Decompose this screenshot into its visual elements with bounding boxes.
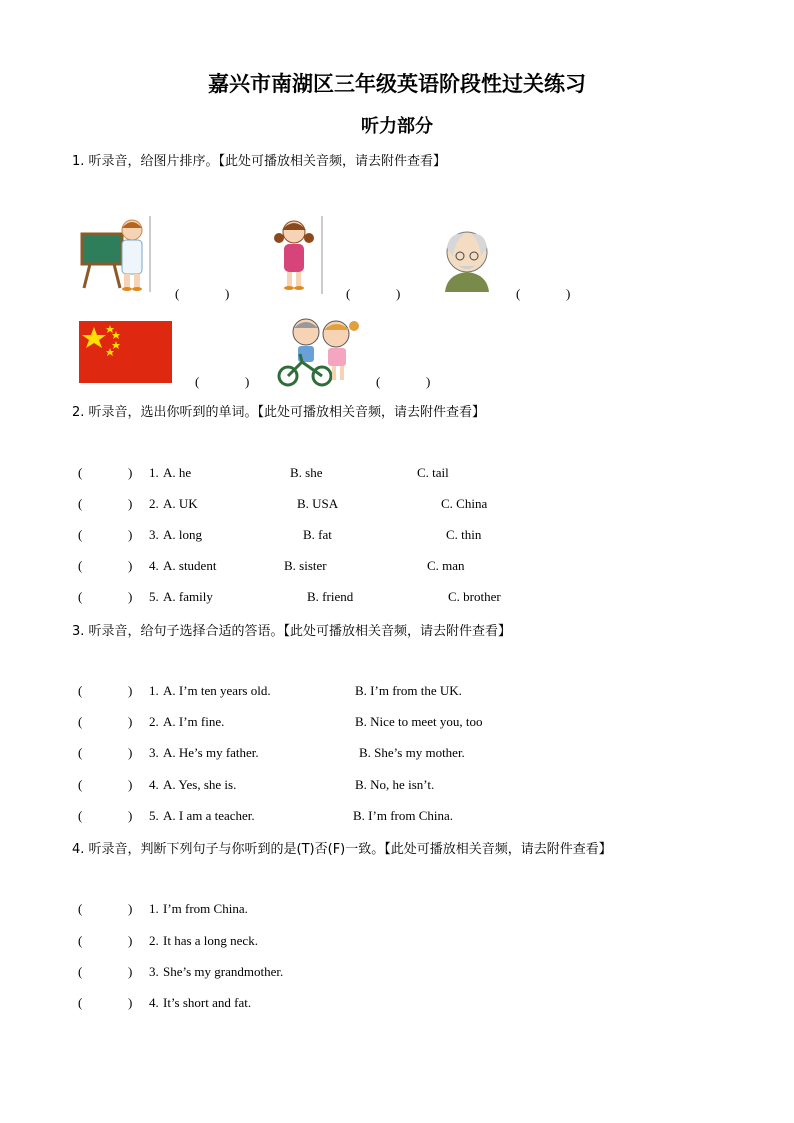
option-b: B. sister bbox=[284, 558, 327, 573]
option-a: A. family bbox=[163, 589, 213, 604]
option-a: A. UK bbox=[163, 496, 198, 511]
answer-blank[interactable]: ( ) bbox=[78, 901, 133, 916]
option-c: C. tail bbox=[417, 465, 449, 480]
option-b: B. she bbox=[290, 465, 323, 480]
answer-blank[interactable]: ( ) bbox=[78, 964, 133, 979]
answer-blank[interactable]: ( ) bbox=[78, 777, 133, 792]
option-a: A. He’s my father. bbox=[163, 745, 259, 760]
option-a: A. student bbox=[163, 558, 217, 573]
item-text: She’s my grandmother. bbox=[163, 964, 284, 979]
answer-blank[interactable]: ( ) bbox=[78, 496, 133, 511]
option-b: B. fat bbox=[303, 527, 332, 542]
option-b: B. friend bbox=[307, 589, 354, 604]
section3-heading: 3. 听录音，给句子选择合适的答语。【此处可播放相关音频，请去附件查看】 bbox=[72, 624, 512, 639]
section1-heading: 1. 听录音，给图片排序。【此处可播放相关音频，请去附件查看】 bbox=[72, 154, 447, 169]
option-c: C. China bbox=[441, 496, 488, 511]
item-number: 1. bbox=[149, 901, 159, 916]
option-b: B. USA bbox=[297, 496, 339, 511]
item-number: 3. bbox=[149, 964, 159, 979]
item-number: 4. bbox=[149, 558, 159, 573]
option-a: A. he bbox=[163, 465, 192, 480]
children-bike-picture bbox=[272, 314, 366, 388]
grandfather-picture bbox=[435, 226, 499, 292]
answer-blank[interactable]: ( ) bbox=[78, 589, 133, 604]
girl-picture bbox=[270, 216, 324, 294]
item-number: 2. bbox=[149, 496, 159, 511]
item-number: 4. bbox=[149, 995, 159, 1010]
item-text: I’m from China. bbox=[163, 901, 248, 916]
item-number: 3. bbox=[149, 527, 159, 542]
answer-blank[interactable]: ( ) bbox=[78, 558, 133, 573]
option-a: A. long bbox=[163, 527, 202, 542]
item-number: 4. bbox=[149, 777, 159, 792]
item-number: 5. bbox=[149, 589, 159, 604]
answer-blank[interactable]: ( ) bbox=[78, 808, 133, 823]
pic1-blank[interactable]: ( ) bbox=[175, 286, 230, 301]
answer-blank[interactable]: ( ) bbox=[78, 465, 133, 480]
option-a: A. I am a teacher. bbox=[163, 808, 255, 823]
section2-heading: 2. 听录音，选出你听到的单词。【此处可播放相关音频，请去附件查看】 bbox=[72, 405, 486, 420]
answer-blank[interactable]: ( ) bbox=[78, 683, 133, 698]
item-number: 2. bbox=[149, 933, 159, 948]
option-b: B. I’m from China. bbox=[353, 808, 454, 823]
item-text: It’s short and fat. bbox=[163, 995, 252, 1010]
item-number: 1. bbox=[149, 465, 159, 480]
option-a: A. Yes, she is. bbox=[163, 777, 237, 792]
answer-blank[interactable]: ( ) bbox=[78, 714, 133, 729]
pic2-blank[interactable]: ( ) bbox=[346, 286, 401, 301]
answer-blank[interactable]: ( ) bbox=[78, 745, 133, 760]
option-a: A. I’m fine. bbox=[163, 714, 225, 729]
option-b: B. No, he isn’t. bbox=[355, 777, 435, 792]
page-title: 嘉兴市南湖区三年级英语阶段性过关练习 bbox=[208, 71, 586, 96]
answer-blank[interactable]: ( ) bbox=[78, 995, 133, 1010]
item-number: 3. bbox=[149, 745, 159, 760]
option-c: C. man bbox=[427, 558, 465, 573]
section4-heading: 4. 听录音，判断下列句子与你听到的是(T)否(F)一致。【此处可播放相关音频，请去附件查看】 bbox=[72, 842, 612, 857]
item-number: 5. bbox=[149, 808, 159, 823]
item-text: It has a long neck. bbox=[163, 933, 258, 948]
option-c: C. brother bbox=[448, 589, 501, 604]
teacher-picture bbox=[80, 216, 152, 292]
china-flag-picture bbox=[79, 321, 172, 383]
option-b: B. Nice to meet you, too bbox=[355, 714, 483, 729]
item-number: 1. bbox=[149, 683, 159, 698]
answer-blank[interactable]: ( ) bbox=[78, 527, 133, 542]
option-a: A. I’m ten years old. bbox=[163, 683, 271, 698]
pic4-blank[interactable]: ( ) bbox=[195, 374, 250, 389]
answer-blank[interactable]: ( ) bbox=[78, 933, 133, 948]
pic3-blank[interactable]: ( ) bbox=[516, 286, 571, 301]
page-subtitle: 听力部分 bbox=[361, 116, 433, 137]
option-b: B. I’m from the UK. bbox=[355, 683, 462, 698]
option-c: C. thin bbox=[446, 527, 482, 542]
option-b: B. She’s my mother. bbox=[359, 745, 465, 760]
pic5-blank[interactable]: ( ) bbox=[376, 374, 431, 389]
item-number: 2. bbox=[149, 714, 159, 729]
